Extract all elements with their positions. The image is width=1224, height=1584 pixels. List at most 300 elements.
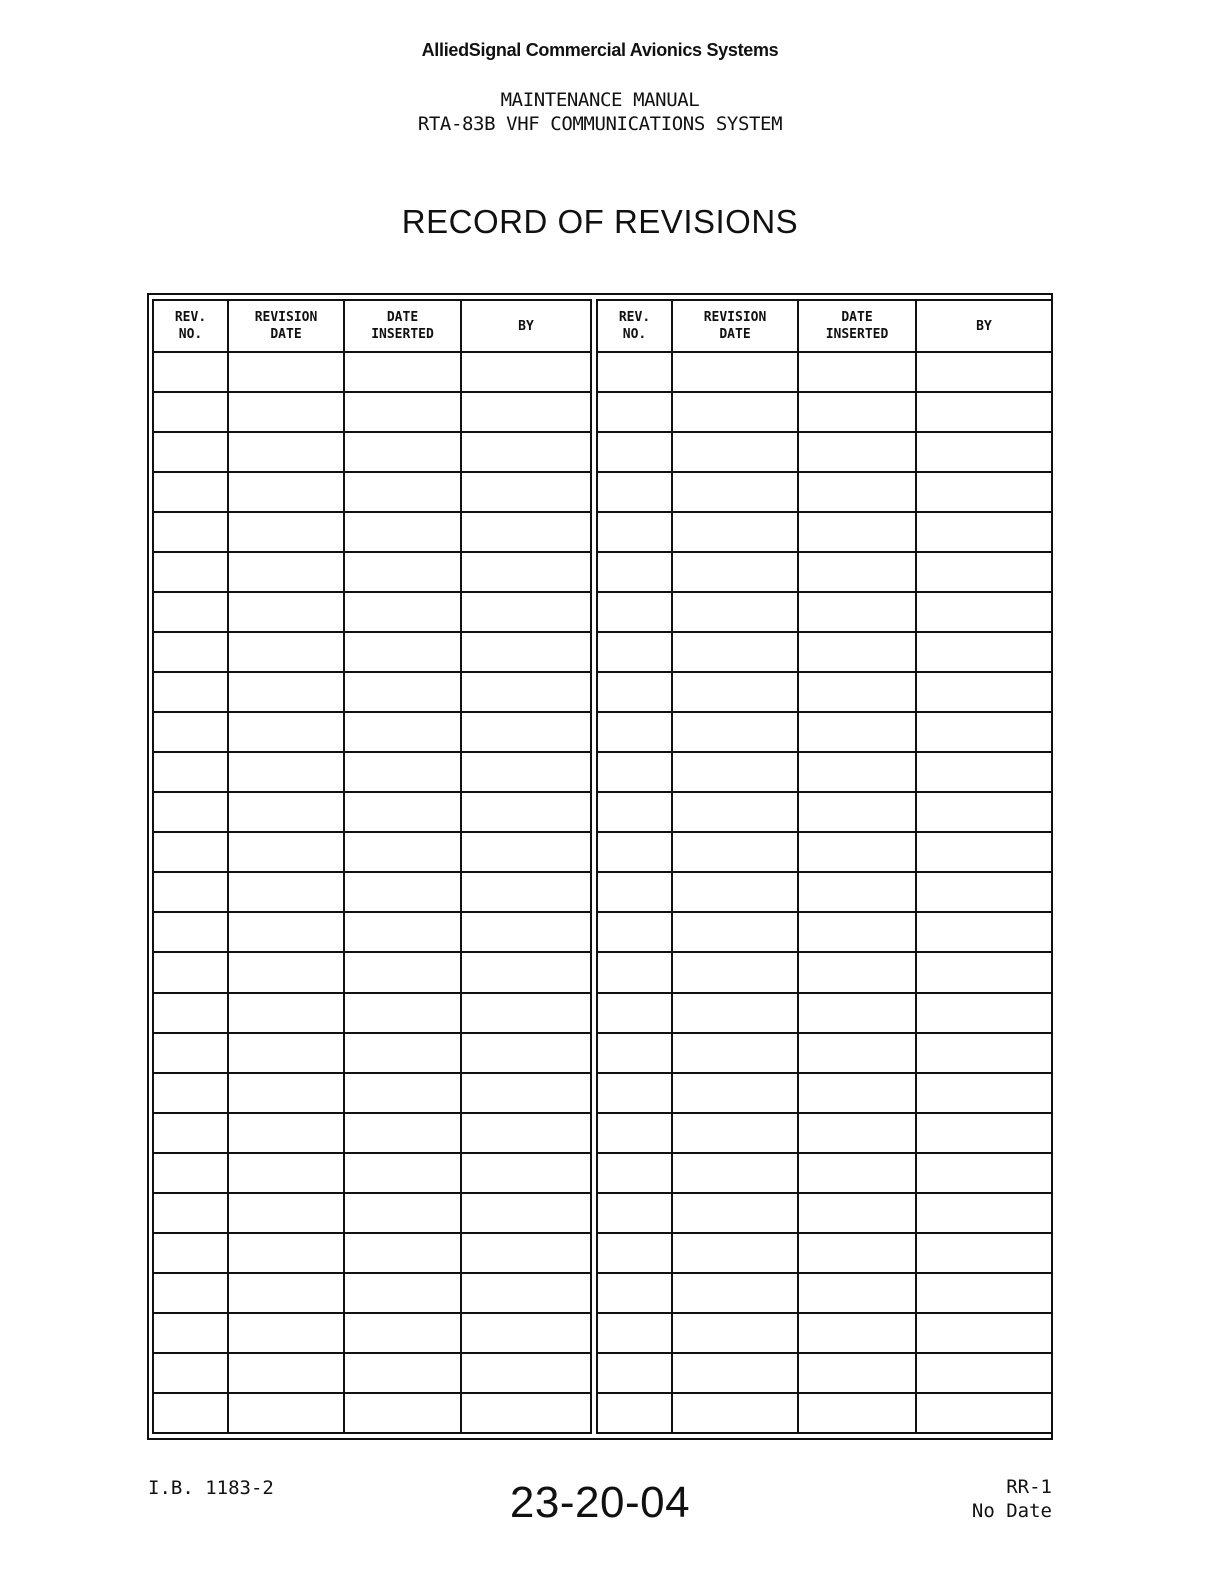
table-cell: [597, 752, 672, 792]
table-cell: [597, 1033, 672, 1073]
table-cell: [916, 1073, 1052, 1113]
table-cell: [798, 1393, 916, 1433]
table-cell: [798, 672, 916, 712]
revision-table-right: [596, 299, 1053, 1434]
table-row: [597, 432, 1052, 472]
table-cell: [672, 1353, 798, 1393]
table-cell: [228, 912, 344, 952]
table-cell: [344, 1233, 461, 1273]
table-cell: [916, 1033, 1052, 1073]
table-cell: [672, 592, 798, 632]
table-cell: [672, 1233, 798, 1273]
table-cell: [672, 1153, 798, 1193]
table-row: [153, 352, 591, 392]
table-cell: [916, 792, 1052, 832]
table-cell: [597, 352, 672, 392]
table-cell: [672, 1313, 798, 1353]
table-row: [153, 872, 591, 912]
table-cell: [798, 392, 916, 432]
column-header-by: [916, 300, 1052, 352]
table-cell: [228, 792, 344, 832]
table-cell: [798, 632, 916, 672]
table-row: [597, 1033, 1052, 1073]
table-row: [597, 952, 1052, 992]
column-header-text: DATE: [719, 327, 751, 342]
table-cell: [461, 392, 591, 432]
table-cell: [461, 352, 591, 392]
table-cell: [597, 432, 672, 472]
table-cell: [153, 512, 228, 552]
table-cell: [228, 1353, 344, 1393]
table-cell: [153, 872, 228, 912]
column-header-text: INSERTED: [825, 327, 889, 342]
table-cell: [228, 712, 344, 752]
table-cell: [916, 1313, 1052, 1353]
table-cell: [228, 592, 344, 632]
table-cell: [344, 752, 461, 792]
table-cell: [916, 712, 1052, 752]
table-cell: [916, 752, 1052, 792]
table-cell: [461, 1193, 591, 1233]
table-cell: [461, 552, 591, 592]
header-row: [597, 300, 1052, 352]
table-row: [153, 432, 591, 472]
table-cell: [461, 1313, 591, 1353]
table-cell: [798, 1073, 916, 1113]
table-cell: [153, 352, 228, 392]
table-cell: [672, 952, 798, 992]
table-cell: [344, 352, 461, 392]
table-row: [153, 392, 591, 432]
table-row: [597, 552, 1052, 592]
table-row: [153, 1113, 591, 1153]
column-header-rev-no: [153, 300, 228, 352]
table-cell: [798, 472, 916, 512]
table-cell: [597, 1193, 672, 1233]
column-header-by: [461, 300, 591, 352]
table-cell: [461, 512, 591, 552]
table-row: [153, 512, 591, 552]
table-row: [597, 392, 1052, 432]
table-row: [153, 552, 591, 592]
table-row: [153, 912, 591, 952]
table-cell: [672, 712, 798, 752]
table-row: [153, 792, 591, 832]
table-cell: [916, 472, 1052, 512]
column-header-text: REVISION: [703, 310, 767, 325]
chapter-number: 23-20-04: [509, 1478, 691, 1527]
table-cell: [798, 752, 916, 792]
table-cell: [916, 993, 1052, 1033]
table-cell: [916, 672, 1052, 712]
table-cell: [153, 1033, 228, 1073]
table-cell: [798, 993, 916, 1033]
table-cell: [344, 592, 461, 632]
table-cell: [916, 1353, 1052, 1393]
table-cell: [597, 1073, 672, 1113]
table-cell: [798, 512, 916, 552]
table-cell: [597, 512, 672, 552]
table-cell: [344, 1113, 461, 1153]
table-cell: [461, 872, 591, 912]
table-row: [597, 472, 1052, 512]
table-cell: [798, 1033, 916, 1073]
table-row: [153, 1233, 591, 1273]
table-cell: [461, 1233, 591, 1273]
table-cell: [228, 1233, 344, 1273]
table-cell: [228, 1273, 344, 1313]
table-cell: [153, 432, 228, 472]
table-cell: [228, 392, 344, 432]
table-cell: [461, 632, 591, 672]
table-cell: [228, 993, 344, 1033]
table-row: [597, 993, 1052, 1033]
table-cell: [153, 832, 228, 872]
table-cell: [153, 472, 228, 512]
revision-table-body: [153, 352, 591, 1433]
table-row: [597, 1113, 1052, 1153]
table-cell: [344, 1313, 461, 1353]
system-title: RTA-83B VHF COMMUNICATIONS SYSTEM: [417, 113, 783, 135]
table-cell: [597, 952, 672, 992]
table-row: [153, 1313, 591, 1353]
table-cell: [153, 712, 228, 752]
table-cell: [228, 752, 344, 792]
column-header-text: DATE: [841, 310, 873, 325]
page-title: RECORD OF REVISIONS: [401, 203, 799, 240]
revision-table-left: [152, 299, 592, 1434]
table-cell: [461, 672, 591, 712]
table-cell: [153, 1313, 228, 1353]
table-row: [153, 752, 591, 792]
table-cell: [672, 993, 798, 1033]
column-header-text: REV.: [174, 310, 207, 325]
table-cell: [798, 432, 916, 472]
table-row: [153, 832, 591, 872]
table-cell: [597, 993, 672, 1033]
table-cell: [798, 1193, 916, 1233]
table-cell: [672, 1393, 798, 1433]
table-cell: [344, 1273, 461, 1313]
table-cell: [597, 672, 672, 712]
table-cell: [916, 512, 1052, 552]
table-cell: [916, 392, 1052, 432]
table-cell: [798, 352, 916, 392]
table-cell: [153, 1353, 228, 1393]
table-cell: [153, 952, 228, 992]
column-header-text: DATE: [386, 310, 419, 325]
table-cell: [798, 1113, 916, 1153]
table-cell: [461, 1033, 591, 1073]
table-cell: [461, 712, 591, 752]
table-cell: [798, 712, 916, 752]
table-cell: [461, 1353, 591, 1393]
table-cell: [672, 1193, 798, 1233]
table-cell: [597, 552, 672, 592]
table-row: [597, 912, 1052, 952]
page-info: [972, 1475, 1052, 1523]
table-cell: [597, 472, 672, 512]
table-row: [597, 752, 1052, 792]
table-cell: [228, 1193, 344, 1233]
table-cell: [597, 392, 672, 432]
table-row: [597, 872, 1052, 912]
table-cell: [916, 1113, 1052, 1153]
table-cell: [228, 1033, 344, 1073]
table-row: [597, 592, 1052, 632]
table-row: [153, 712, 591, 752]
table-cell: [153, 672, 228, 712]
table-cell: [597, 872, 672, 912]
table-row: [153, 1033, 591, 1073]
table-cell: [672, 552, 798, 592]
table-cell: [672, 432, 798, 472]
table-cell: [344, 792, 461, 832]
table-cell: [344, 472, 461, 512]
manual-title: MAINTENANCE MANUAL: [500, 89, 700, 111]
table-cell: [228, 432, 344, 472]
table-cell: [344, 512, 461, 552]
table-cell: [344, 672, 461, 712]
column-header-rev-no: [597, 300, 672, 352]
table-cell: [916, 1233, 1052, 1273]
table-cell: [344, 872, 461, 912]
table-row: [153, 1073, 591, 1113]
table-cell: [597, 792, 672, 832]
table-cell: [916, 1273, 1052, 1313]
table-row: [597, 712, 1052, 752]
table-cell: [344, 552, 461, 592]
table-cell: [228, 552, 344, 592]
column-header-text: BY: [976, 318, 992, 334]
table-cell: [597, 1353, 672, 1393]
table-cell: [916, 1193, 1052, 1233]
table-cell: [672, 832, 798, 872]
column-header-date-inserted: [344, 300, 461, 352]
table-row: [153, 952, 591, 992]
table-row: [597, 1193, 1052, 1233]
table-cell: [672, 632, 798, 672]
company-name: AlliedSignal Commercial Avionics Systems: [421, 40, 779, 60]
column-header-text: REVISION: [254, 310, 318, 325]
table-row: [153, 1273, 591, 1313]
table-cell: [916, 872, 1052, 912]
table-cell: [798, 1353, 916, 1393]
table-cell: [461, 912, 591, 952]
column-header-date-inserted: [798, 300, 916, 352]
table-cell: [798, 912, 916, 952]
table-cell: [461, 993, 591, 1033]
table-cell: [672, 472, 798, 512]
table-cell: [153, 792, 228, 832]
table-cell: [597, 912, 672, 952]
table-cell: [798, 952, 916, 992]
table-cell: [344, 1193, 461, 1233]
table-cell: [798, 832, 916, 872]
table-cell: [597, 1273, 672, 1313]
table-cell: [461, 592, 591, 632]
table-cell: [228, 632, 344, 672]
table-cell: [597, 1113, 672, 1153]
table-cell: [461, 472, 591, 512]
table-cell: [153, 552, 228, 592]
page-number: RR-1: [1006, 1476, 1052, 1498]
table-cell: [672, 1033, 798, 1073]
table-row: [597, 1073, 1052, 1113]
table-cell: [916, 552, 1052, 592]
table-row: [153, 1193, 591, 1233]
table-cell: [344, 1033, 461, 1073]
table-cell: [672, 752, 798, 792]
table-cell: [798, 792, 916, 832]
table-cell: [798, 872, 916, 912]
table-cell: [798, 1233, 916, 1273]
table-cell: [672, 912, 798, 952]
table-row: [597, 1313, 1052, 1353]
table-row: [153, 472, 591, 512]
column-header-revision-date: [228, 300, 344, 352]
table-cell: [672, 392, 798, 432]
table-cell: [344, 432, 461, 472]
table-cell: [798, 1313, 916, 1353]
table-row: [153, 672, 591, 712]
table-row: [153, 632, 591, 672]
table-cell: [153, 752, 228, 792]
table-cell: [153, 1233, 228, 1273]
table-cell: [344, 632, 461, 672]
column-header-text: NO.: [622, 327, 647, 342]
column-header-text: INSERTED: [371, 327, 434, 342]
table-cell: [228, 472, 344, 512]
revision-table-body: [597, 352, 1052, 1433]
table-cell: [597, 832, 672, 872]
table-cell: [798, 592, 916, 632]
table-cell: [461, 952, 591, 992]
table-cell: [228, 672, 344, 712]
table-cell: [228, 1313, 344, 1353]
table-cell: [672, 872, 798, 912]
table-cell: [228, 832, 344, 872]
table-cell: [916, 952, 1052, 992]
table-cell: [153, 1273, 228, 1313]
table-cell: [153, 1153, 228, 1193]
table-cell: [672, 1273, 798, 1313]
table-cell: [228, 512, 344, 552]
table-cell: [597, 1153, 672, 1193]
table-cell: [461, 1273, 591, 1313]
table-cell: [798, 1153, 916, 1193]
header-row: [153, 300, 591, 352]
table-cell: [153, 993, 228, 1033]
table-cell: [228, 1113, 344, 1153]
column-header-text: DATE: [270, 327, 302, 342]
table-cell: [916, 432, 1052, 472]
page-date: No Date: [971, 1500, 1052, 1522]
table-row: [597, 1153, 1052, 1193]
table-row: [597, 512, 1052, 552]
table-cell: [798, 1273, 916, 1313]
table-cell: [916, 912, 1052, 952]
column-header-revision-date: [672, 300, 798, 352]
table-cell: [461, 752, 591, 792]
table-row: [597, 672, 1052, 712]
table-cell: [916, 632, 1052, 672]
table-cell: [344, 993, 461, 1033]
table-cell: [228, 1153, 344, 1193]
table-row: [597, 832, 1052, 872]
table-row: [153, 993, 591, 1033]
table-cell: [153, 1113, 228, 1153]
table-cell: [672, 1113, 798, 1153]
table-cell: [597, 712, 672, 752]
table-cell: [916, 832, 1052, 872]
table-cell: [228, 872, 344, 912]
table-cell: [153, 1073, 228, 1113]
table-row: [597, 1353, 1052, 1393]
column-header-text: BY: [518, 318, 534, 334]
table-cell: [153, 392, 228, 432]
table-cell: [344, 712, 461, 752]
table-cell: [153, 912, 228, 952]
table-cell: [798, 552, 916, 592]
table-row: [597, 1393, 1052, 1433]
table-row: [597, 1233, 1052, 1273]
document-number: I.B. 1183-2: [148, 1477, 274, 1499]
table-row: [597, 792, 1052, 832]
column-header-text: NO.: [178, 327, 203, 342]
table-cell: [597, 1313, 672, 1353]
table-cell: [461, 832, 591, 872]
table-cell: [344, 1153, 461, 1193]
table-cell: [916, 352, 1052, 392]
table-cell: [597, 1393, 672, 1433]
table-cell: [228, 1073, 344, 1113]
table-cell: [153, 592, 228, 632]
column-header-text: REV.: [618, 310, 651, 325]
table-row: [597, 352, 1052, 392]
table-cell: [344, 912, 461, 952]
table-cell: [344, 1393, 461, 1433]
table-cell: [461, 792, 591, 832]
table-cell: [597, 592, 672, 632]
table-cell: [672, 672, 798, 712]
table-cell: [461, 1113, 591, 1153]
table-row: [597, 632, 1052, 672]
table-cell: [344, 832, 461, 872]
table-row: [597, 1273, 1052, 1313]
table-cell: [344, 1353, 461, 1393]
table-cell: [672, 512, 798, 552]
table-row: [153, 1393, 591, 1433]
table-cell: [228, 952, 344, 992]
table-cell: [916, 1393, 1052, 1433]
table-row: [153, 1353, 591, 1393]
table-cell: [916, 592, 1052, 632]
table-cell: [672, 792, 798, 832]
table-cell: [153, 1193, 228, 1233]
table-cell: [461, 1073, 591, 1113]
table-cell: [344, 392, 461, 432]
table-cell: [228, 352, 344, 392]
table-cell: [344, 1073, 461, 1113]
revision-table-frame: [147, 293, 1053, 1440]
table-cell: [344, 952, 461, 992]
table-cell: [153, 632, 228, 672]
table-cell: [597, 632, 672, 672]
table-row: [153, 1153, 591, 1193]
table-cell: [461, 1393, 591, 1433]
table-cell: [461, 432, 591, 472]
